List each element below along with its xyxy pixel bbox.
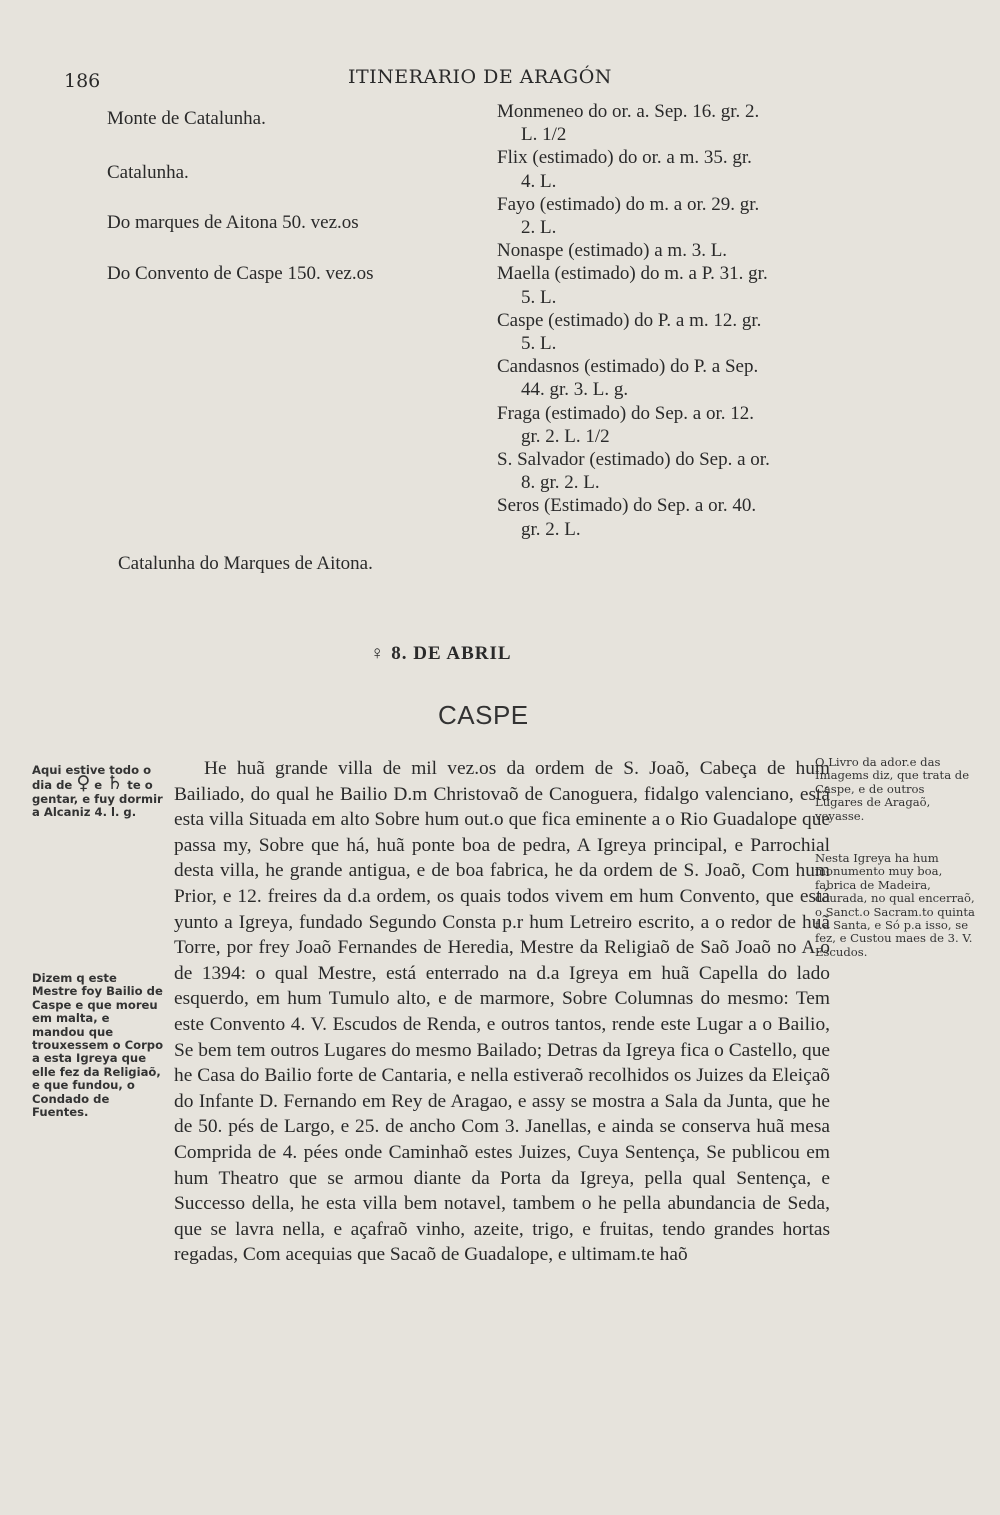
route-entry: Fayo (estimado) do m. a or. 29. gr. 2. L. bbox=[497, 193, 760, 239]
route-left-entry: Catalunha. bbox=[107, 162, 189, 183]
margin-note-left-2: Dizem q este Mestre foy Bailio de Caspe e que moreu em malta, e mandou que trouxessem o Corpo a esta Igreya que elle fez da Religiaõ, e que fundou, o Condado de Fuentes. bbox=[32, 971, 164, 1120]
main-paragraph bbox=[174, 756, 830, 1268]
route-left-entry: Do marques de Aitona 50. vez.os bbox=[107, 212, 359, 233]
saturn-symbol-icon: ♄ bbox=[106, 772, 124, 795]
date-heading-text: 8. DE ABRIL bbox=[391, 643, 512, 664]
route-entry: Monmeneo do or. a. Sep. 16. gr. 2. L. 1/2 bbox=[497, 101, 760, 146]
route-entry: Seros (Estimado) do Sep. a or. 40. gr. 2. L. bbox=[497, 495, 757, 540]
route-left-entry: Catalunha do Marques de Aitona. bbox=[118, 553, 373, 574]
route-list bbox=[497, 100, 857, 541]
page-number: 186 bbox=[64, 70, 101, 92]
venus-symbol-icon: ♀ bbox=[76, 772, 91, 795]
route-left-entry: Do Convento de Caspe 150. vez.os bbox=[107, 263, 374, 284]
route-entry: Maella (estimado) do m. a P. 31. gr. 5. L. bbox=[497, 263, 768, 308]
route-entry: Caspe (estimado) do P. a m. 12. gr. 5. L. bbox=[497, 309, 762, 355]
route-entry: Fraga (estimado) do Sep. a or. 12. gr. 2. L. 1/2 bbox=[497, 402, 754, 447]
route-entry: Flix (estimado) do or. a m. 35. gr. 4. L. bbox=[497, 147, 752, 192]
margin-note-right-2: Nesta Igreya ha hum monumento muy boa, fabrica de Madeira, dourada, no qual encerraõ, o Sanct.o Sacram.to quinta f.a Santa, e Só p.a isso, se fez, e Custou maes de 3. V. Escudos. bbox=[815, 851, 975, 959]
paragraph-text: He huã grande villa de mil vez.os da ordem de S. Joaõ, Cabeça de hum Bailiado, do qual he Bailio D.m Christovaõ de Canoguera, fidalgo valenciano, está esta villa Situada em alto Sobre hum out.o que fica eminente a o Rio Guadalope que passa my, Sobre que há, huã ponte boa de pedra, A Igreya principal, e Parrochial desta villa, he grande antigua, e de boa fabrica, he da ordem de S. Joaõ, Com hum Prior, e 12. freires da d.a ordem, os quais todos vivem em hum Convento, que está yunto a Igreya, fundado Segundo Consta p.r hum Letreiro escrito, a o redor de huã Torre, por frey Joaõ Fernandes de Heredia, Mestre da Religiaõ de Saõ Joaõ no A.o de 1394: o qual Mestre, está enterrado na d.a Igreya em huã Capella do lado esquerdo, em hum Tumulo alto, e de marmore, Sobre Columnas do mesmo: Tem este Convento 4. V. Escudos de Renda, e outros tantos, rende este Lugar a o Bailio, Se bem tem outros Lugares do mesmo Bailado; Detras da Igreya fica o Castello, que he Casa do Bailio forte de Cantaria, e nella estiveraõ recolhidos os Juizes da Eleiçaõ do Infante D. Fernando em Rey de Aragao, e assy se mostra a Sala da Junta, que he de 50. pés de Largo, e 25. de ancho Com 3. Janellas, e ainda se conserva huã mesa Comprida de 4. pées onde Caminhaõ estes Juizes, Cuya Sentença, Se publicou em hum Theatro que se armou diante da Porta da Igreya, pella qual Sentença, e Successo della, he esta villa bem notavel, tambem o he pella abundancia de Seda, que se lavra nella, e açafraõ vinho, azeite, trigo, e fruitas, tendo grandes hortas regadas, Com acequias que Sacaõ de Guadalope, e ultimam.te haõ bbox=[174, 758, 830, 1266]
margin-note-right-1: O Livro da ador.e das Imagems diz, que trata de Caspe, e de outros Lugares de Aragaõ, veyasse. bbox=[815, 755, 970, 823]
route-entry: Candasnos (estimado) do P. a Sep. 44. gr. 3. L. g. bbox=[497, 356, 759, 401]
route-entry: Nonaspe (estimado) a m. 3. L. bbox=[497, 240, 728, 262]
place-title: CASPE bbox=[438, 700, 529, 730]
route-left-entry: Monte de Catalunha. bbox=[107, 108, 266, 129]
running-title: ITINERARIO DE ARAGÓN bbox=[348, 66, 612, 88]
route-entry: S. Salvador (estimado) do Sep. a or. 8. gr. 2. L. bbox=[497, 449, 770, 494]
venus-symbol-icon: ♀ bbox=[370, 643, 386, 664]
date-heading bbox=[370, 643, 630, 665]
margin-note-left-1: Aqui estive todo o dia de ♀ e ♄ te o gentar, e fuy dormir a Alcaniz 4. l. g. bbox=[32, 763, 163, 820]
